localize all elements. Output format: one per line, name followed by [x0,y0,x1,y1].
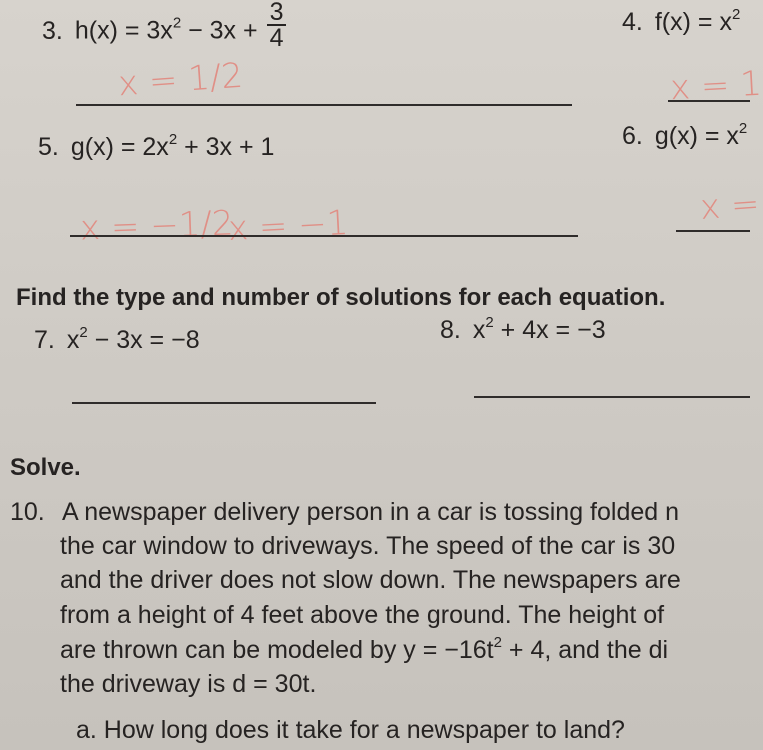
handwritten-answer-6: x = [698,183,761,229]
problem-10-line-3: and the driver does not slow down. The newspapers are [60,566,681,594]
handwritten-answer-4: x = 1 [669,63,763,109]
problem-10-line-2: the car window to driveways. The speed of the car is 30 [60,532,676,560]
equation-lhs: h(x) = 3x [74,16,173,45]
answer-line-6 [676,230,750,232]
equation-lhs: x [66,326,80,354]
problem-10-line-4: from a height of 4 feet above the ground. The height of [60,601,665,629]
exponent: 2 [738,120,748,137]
problem-10-line-5 [60,636,668,665]
exponent: 2 [485,314,494,331]
problem-number: 4. [622,8,643,36]
exponent: 2 [731,6,741,23]
answer-line-4 [668,100,750,102]
problem-3 [42,0,286,52]
fraction [267,0,287,50]
problem-7 [34,326,200,355]
equation-rest: + 3x + 1 [177,133,275,161]
model-equation-rest: + 4, and the di [501,636,669,664]
equation-rest: − 3x + [181,16,258,45]
problem-number: 3. [42,16,63,45]
answer-line-8 [474,396,750,398]
fraction-numerator: 3 [267,0,287,26]
problem-number: 5. [38,133,59,161]
problem-4 [622,8,740,37]
handwritten-answer-3: x = 1/2 [116,55,245,105]
problem-10-line-1: A newspaper delivery person in a car is tossing folded n [62,498,680,526]
answer-line-5 [70,235,578,237]
problem-10-line-6: the driveway is d = 30t. [60,670,317,698]
answer-line-3 [76,104,572,106]
handwritten-answer-5b: x = −1 [227,202,350,250]
equation-lhs: f(x) = x [654,8,732,36]
equation-rest: − 3x = −8 [87,326,200,354]
fraction-denominator: 4 [269,24,284,52]
exponent: 2 [168,131,178,148]
equation-lhs: g(x) = 2x [70,133,169,161]
equation-rest: + 4x = −3 [493,316,606,344]
exponent: 2 [493,634,502,651]
equation-lhs: g(x) = x [654,122,739,150]
problem-8 [440,316,606,345]
handwritten-answer-5a: x = −1/2 [79,203,235,249]
exponent: 2 [79,324,88,341]
problem-10-part-a: a. How long does it take for a newspaper to land? [76,716,625,744]
section-heading-solutions: Find the type and number of solutions for each equation. [16,284,666,311]
problem-number: 7. [34,326,55,354]
problem-number: 8. [440,316,461,344]
answer-line-7 [72,402,376,404]
problem-6 [622,122,747,151]
problem-number: 6. [622,122,643,150]
problem-5 [38,133,274,162]
model-equation: are thrown can be modeled by y = −16t [60,636,494,664]
problem-10-number: 10. [10,498,45,526]
section-heading-solve: Solve. [10,454,81,481]
exponent: 2 [172,14,182,32]
equation-lhs: x [472,316,486,344]
